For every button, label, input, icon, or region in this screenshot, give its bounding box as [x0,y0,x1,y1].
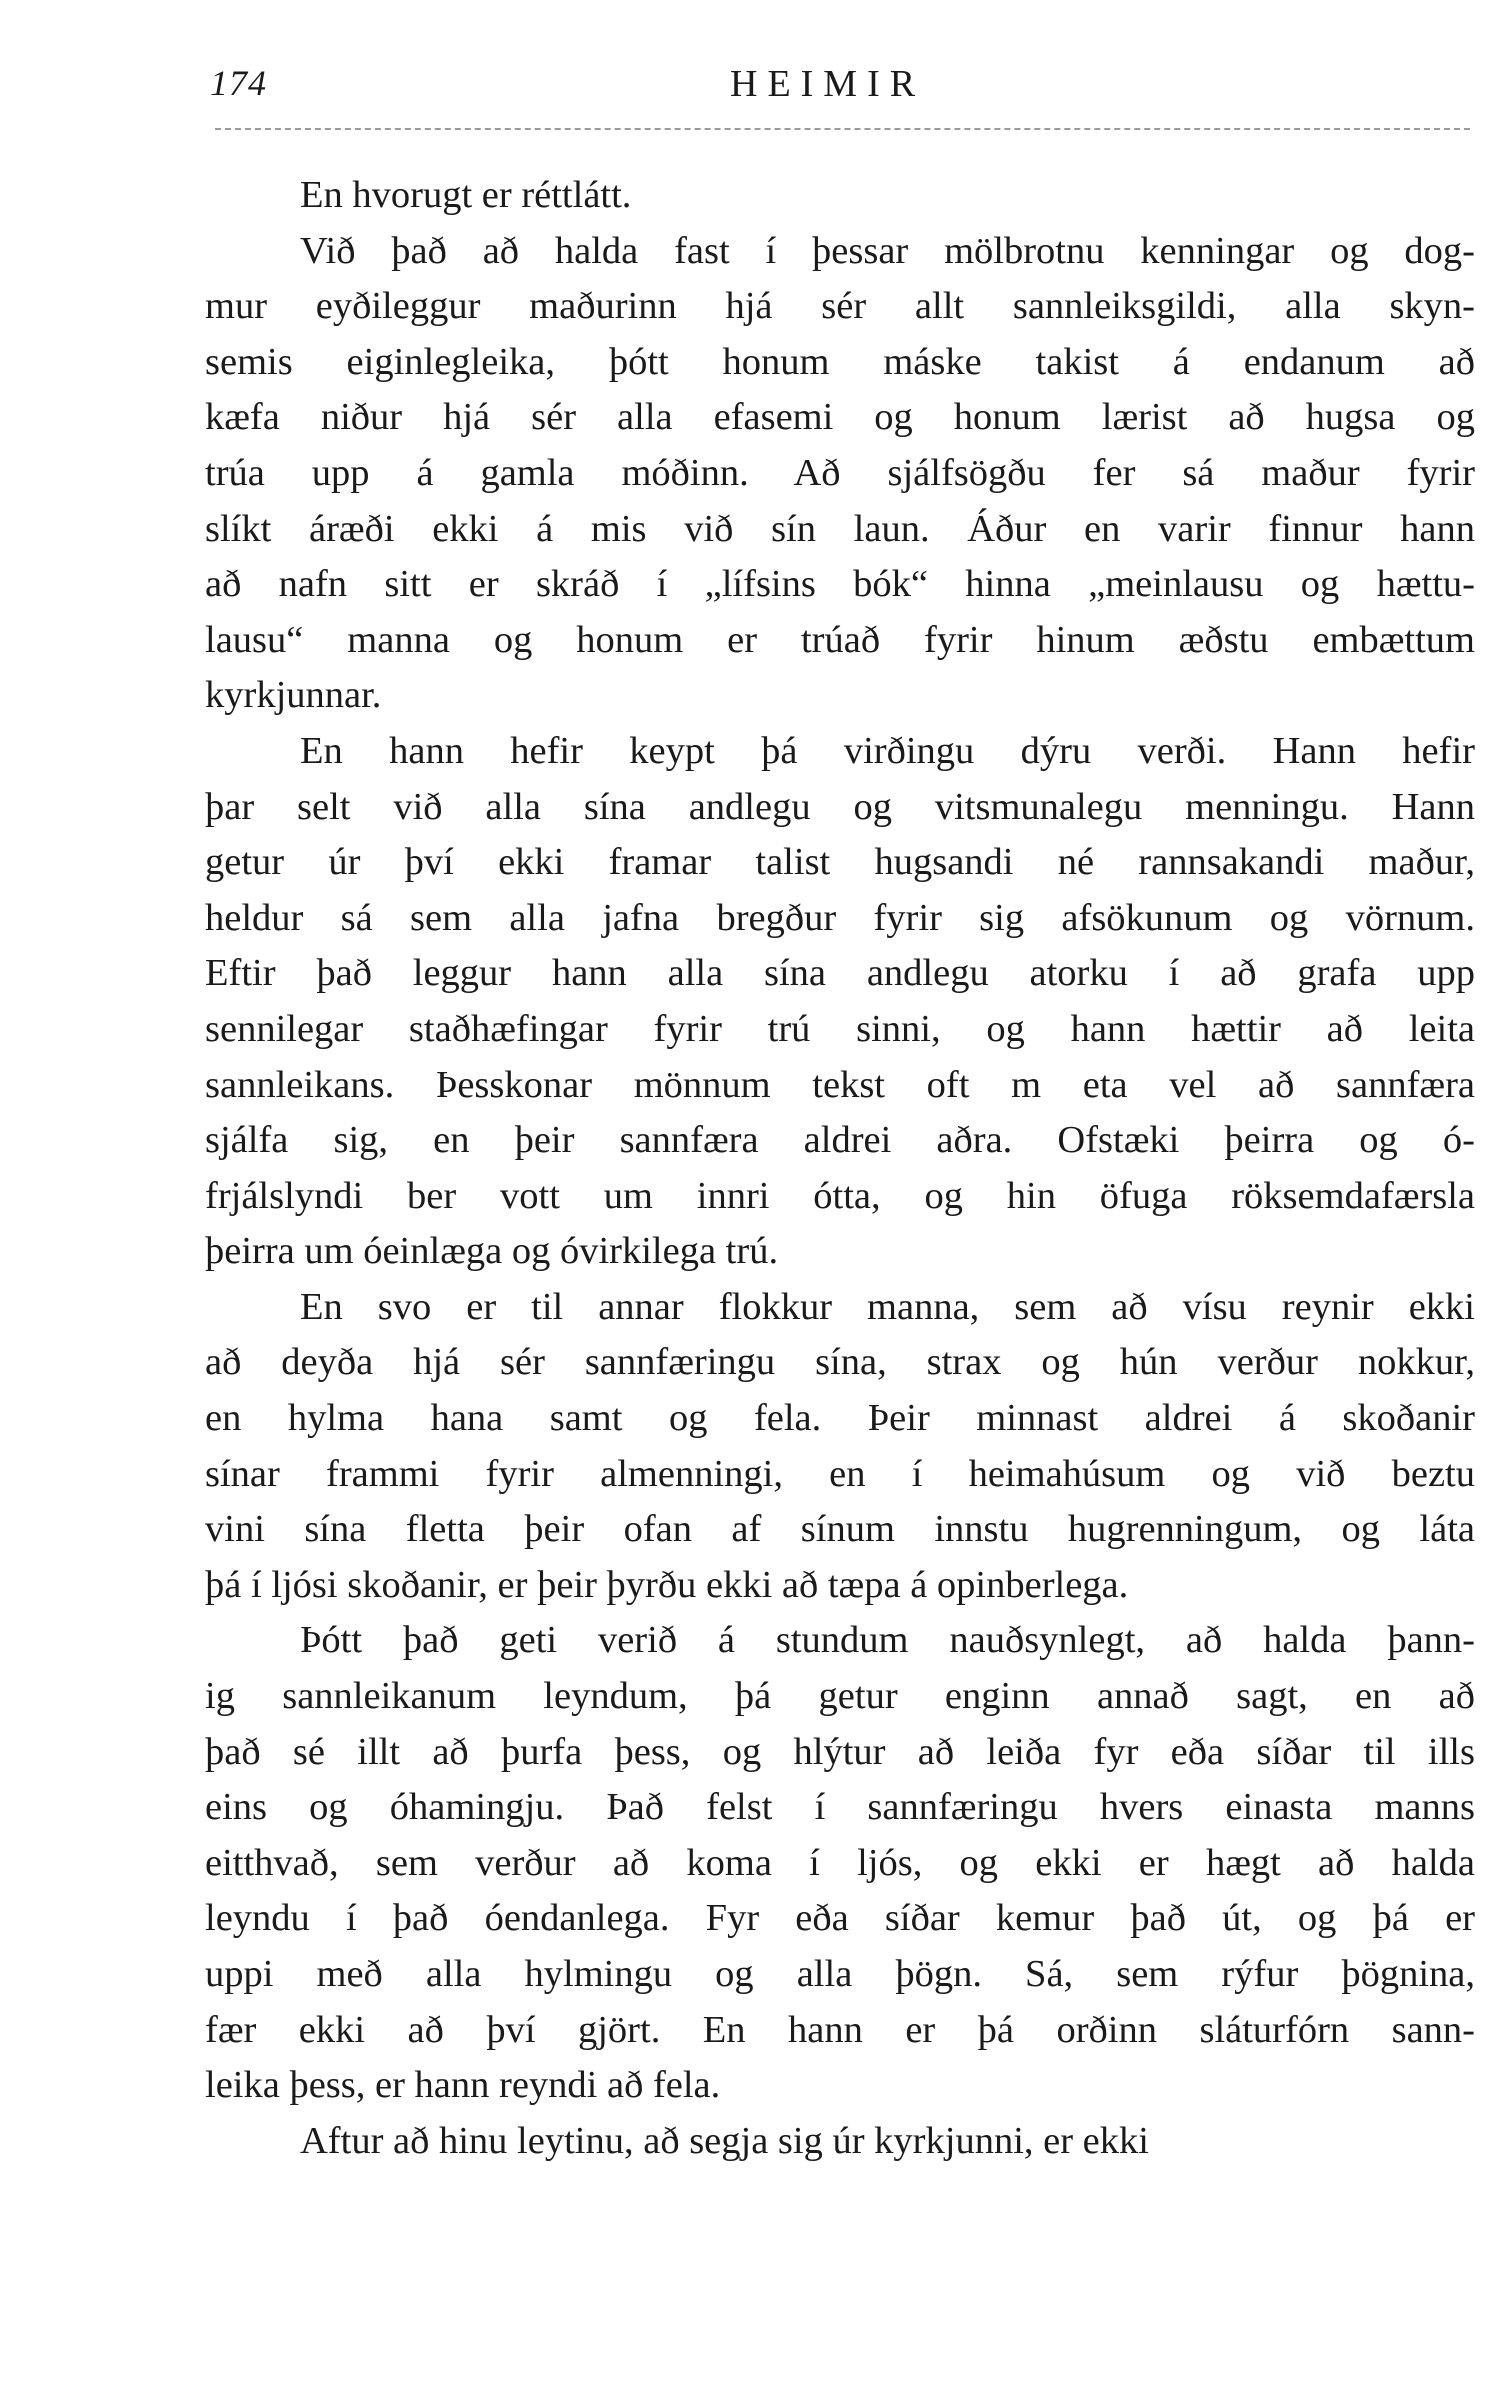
text-line: slíkt áræði ekki á mis við sín laun. Áður en varir finnur hann [205,507,1475,550]
text-line: en hylma hana samt og fela. Þeir minnast aldrei á skoðanir [205,1397,1475,1440]
text-line: fær ekki að því gjört. En hann er þá orðinn sláturfórn sann- [205,2008,1475,2051]
text-line: að nafn sitt er skráð í „lífsins bók“ hinna „meinlausu og hættu- [205,563,1475,606]
text-line: leyndu í það óendanlega. Fyr eða síðar kemur það út, og þá er [205,1897,1475,1940]
paragraph [205,168,1475,224]
text-line: sjálfa sig, en þeir sannfæra aldrei aðra. Ofstæki þeirra og ó- [205,1119,1475,1162]
text-line: ig sannleikanum leyndum, þá getur enginn annað sagt, en að [205,1675,1475,1718]
paragraph [205,724,1475,1280]
body-text [205,168,1475,2169]
text-line: sennilegar staðhæfingar fyrir trú sinni, og hann hættir að leita [205,1007,1475,1050]
text-line: Þótt það geti verið á stundum nauðsynlegt, að halda þann- [300,1619,1475,1662]
text-line: eins og óhamingju. Það felst í sannfæringu hvers einasta manns [205,1786,1475,1829]
text-line: heldur sá sem alla jafna bregður fyrir sig afsökunum og vörnum. [205,896,1475,939]
text-line: þá í ljósi skoðanir, er þeir þyrðu ekki að tæpa á opinberlega. [205,1563,1129,1606]
text-line: þeirra um óeinlæga og óvirkilega trú. [205,1230,779,1273]
text-line: Við það að halda fast í þessar mölbrotnu kenningar og dog- [300,229,1475,272]
text-line: þar selt við alla sína andlegu og vitsmunalegu menningu. Hann [205,785,1475,828]
text-line: En hvorugt er réttlátt. [300,174,632,216]
text-line: mur eyðileggur maðurinn hjá sér allt sannleiksgildi, alla skyn- [205,285,1475,328]
text-line: kæfa niður hjá sér alla efasemi og honum lærist að hugsa og [205,396,1475,439]
text-line: Aftur að hinu leytinu, að segja sig úr kyrkjunni, er ekki [300,2119,1149,2162]
text-line: lausu“ manna og honum er trúað fyrir hinum æðstu embættum [205,618,1475,661]
paragraph [205,2114,1475,2170]
text-line: uppi með alla hylmingu og alla þögn. Sá, sem rýfur þögnina, [205,1953,1475,1995]
text-line: sínar frammi fyrir almenningi, en í heimahúsum og við beztu [205,1452,1475,1495]
text-line: trúa upp á gamla móðinn. Að sjálfsögðu fer sá maður fyrir [205,451,1475,494]
paragraph [205,1613,1475,2113]
text-line: vini sína fletta þeir ofan af sínum innstu hugrenningum, og láta [205,1508,1475,1551]
page-header [210,62,1470,118]
text-line: sannleikans. Þesskonar mönnum tekst oft m eta vel að sannfæra [205,1063,1475,1106]
text-line: eitthvað, sem verður að koma í ljós, og ekki er hægt að halda [205,1841,1475,1884]
text-line: leika þess, er hann reyndi að fela. [205,2064,721,2107]
text-line: frjálslyndi ber vott um innri ótta, og hin öfuga röksemdafærsla [205,1174,1475,1217]
paragraph [205,1280,1475,1614]
header-rule [215,128,1470,130]
text-line: getur úr því ekki framar talist hugsandi né rannsakandi maður, [205,841,1475,884]
text-line: það sé illt að þurfa þess, og hlýtur að leiða fyr eða síðar til ills [205,1730,1475,1773]
text-line: kyrkjunnar. [205,674,382,717]
text-line: En hann hefir keypt þá virðingu dýru verði. Hann hefir [300,729,1475,772]
text-line: semis eiginlegleika, þótt honum máske takist á endanum að [205,340,1475,383]
text-line: að deyða hjá sér sannfæringu sína, strax og hún verður nokkur, [205,1341,1475,1384]
text-line: Eftir það leggur hann alla sína andlegu atorku í að grafa upp [205,952,1475,995]
page-number: 174 [210,63,267,103]
running-title: HEIMIR [730,63,926,105]
paragraph [205,224,1475,724]
text-line: En svo er til annar flokkur manna, sem að vísu reynir ekki [300,1285,1475,1328]
